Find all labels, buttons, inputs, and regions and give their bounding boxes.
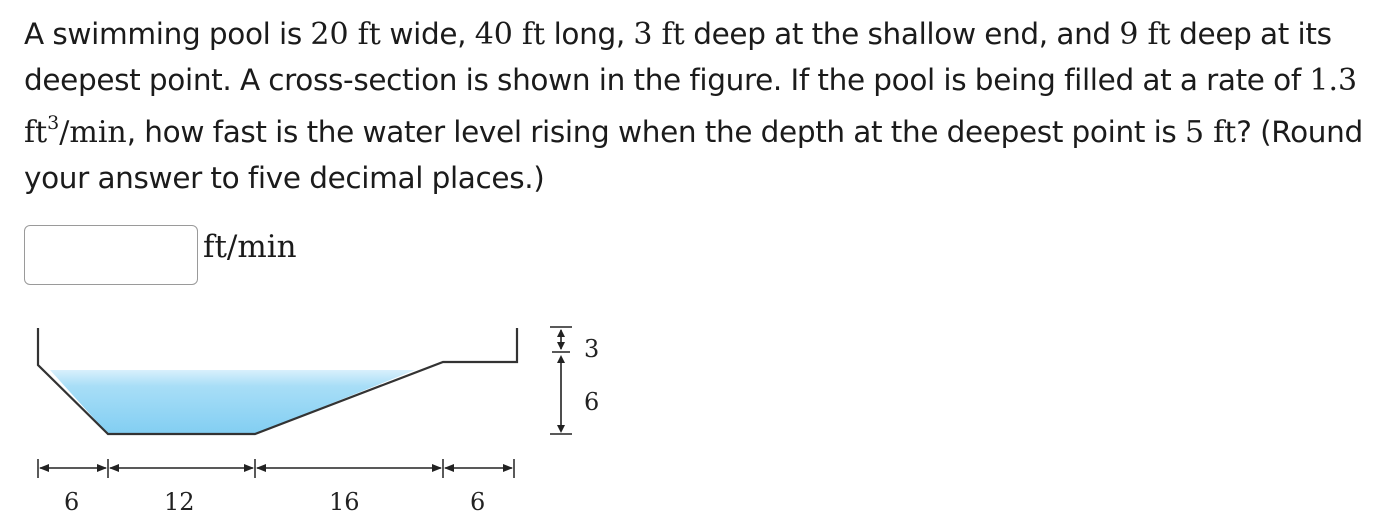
shallow-depth-value: 3 ft bbox=[633, 17, 685, 52]
question-text-part: wide, bbox=[380, 17, 475, 51]
deep-depth-value: 9 ft bbox=[1119, 17, 1171, 52]
length-label-left-slope: 6 bbox=[64, 488, 80, 516]
question-text-part: , how fast is the water level rising when the depth at the deepest point is bbox=[126, 115, 1185, 149]
depth-label-deep: 6 bbox=[584, 388, 600, 416]
target-depth-value: 5 ft bbox=[1184, 115, 1237, 150]
question-text-part: deep at the shallow end, and bbox=[684, 17, 1120, 51]
length-label-flat-bottom: 12 bbox=[164, 488, 195, 516]
fill-rate-number: 1.3 ft bbox=[24, 62, 1358, 150]
depth-label-shallow: 3 bbox=[584, 335, 600, 363]
question-text-part: long, bbox=[545, 17, 634, 51]
answer-input[interactable] bbox=[24, 225, 198, 285]
answer-unit: ft/min bbox=[203, 229, 297, 265]
fill-rate-exponent: 3 bbox=[47, 112, 60, 134]
pool-cross-section-figure bbox=[0, 310, 640, 532]
length-dimension bbox=[38, 459, 514, 478]
length-label-right-slope: 16 bbox=[329, 488, 360, 516]
pool-width-value: 20 ft bbox=[310, 17, 381, 52]
question-text-part: A swimming pool is bbox=[24, 17, 311, 51]
question-text-part: ? (Round your answer to five decimal places.) bbox=[24, 115, 1363, 195]
fill-rate-unit: /min bbox=[59, 115, 127, 150]
pool-length-value: 40 ft bbox=[474, 17, 546, 52]
depth-dimension bbox=[550, 327, 572, 434]
question-text-part: deep at its deepest point. A cross-section is shown in the figure. If the pool is being filled at a rate of bbox=[24, 17, 1332, 97]
length-label-shallow-end: 6 bbox=[470, 488, 486, 516]
question-text bbox=[24, 12, 1380, 201]
water-fill bbox=[50, 370, 415, 434]
